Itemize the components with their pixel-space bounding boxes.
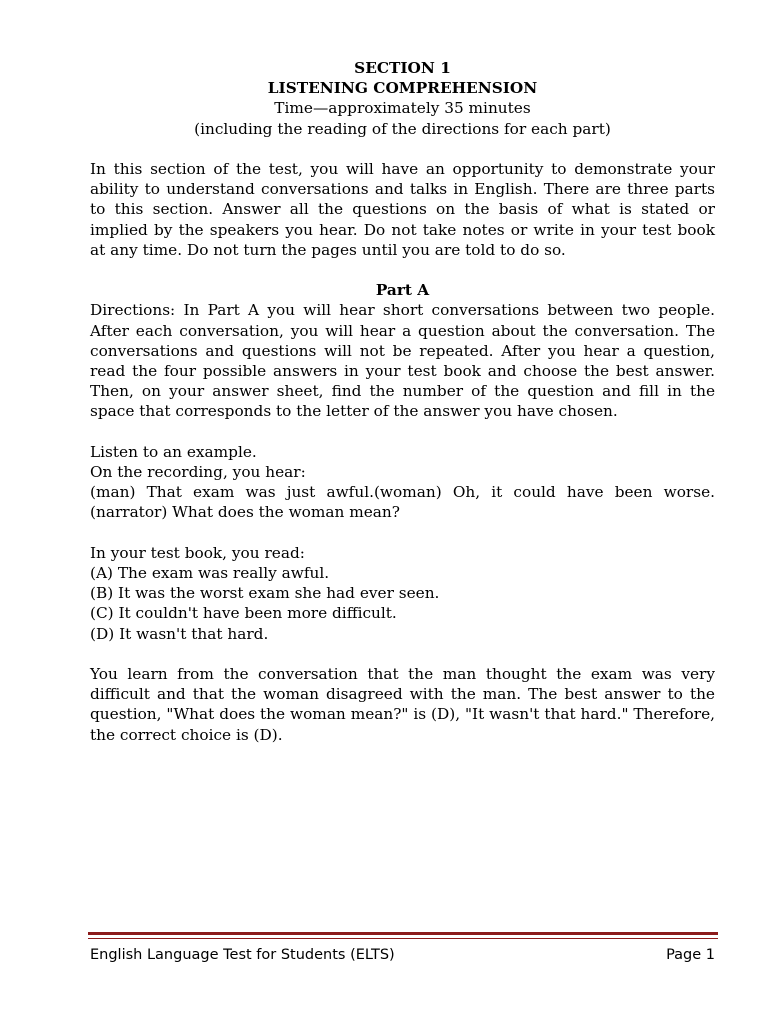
example-recording: (man) That exam was just awful.(woman) Oh, it could have been worse. (narrator) What does the woman mean?	[90, 483, 715, 522]
footer-rule-thick	[88, 932, 718, 935]
page-number: Page 1	[666, 947, 715, 963]
example-recording-intro: On the recording, you hear:	[90, 463, 306, 482]
part-a-directions: Directions: In Part A you will hear short conversations between two people. After each conversation, you will hear a question about the conversation. The conversations and questions will not be repeated. After you hear a question, read the four possible answers in your test book and choose the best answer. Then, on your answer sheet, find the number of the question and fill in the space that corresponds to the letter of the answer you have chosen.	[90, 301, 715, 421]
example-listen: Listen to an example.	[90, 442, 257, 461]
example-explanation: You learn from the conversation that the man thought the exam was very difficult and that the woman disagreed with the man. The best answer to the question, "What does the woman mean?" is (D), "It wasn't that hard." Therefore, the correct choice is (D).	[90, 665, 715, 744]
section-title: LISTENING COMPREHENSION	[267, 79, 538, 98]
time-note: (including the reading of the directions for each part)	[194, 119, 611, 138]
footer-title: English Language Test for Students (ELTS)	[90, 947, 395, 963]
intro-paragraph: In this section of the test, you will have an opportunity to demonstrate your ability to understand conversations and talks in English. There are three parts to this section. Answer all the questions on the basis of what is stated or implied by the speakers you hear. Do not take notes or write in your test book at any time. Do not turn the pages until you are told to do so.	[90, 160, 715, 259]
answer-option: (C) It couldn't have been more difficult.	[90, 604, 397, 623]
time-limit: Time—approximately 35 minutes	[274, 99, 531, 118]
part-a-heading: Part A	[375, 281, 430, 300]
answer-option: (D) It wasn't that hard.	[90, 624, 269, 643]
section-number: SECTION 1	[354, 59, 451, 77]
footer-rule-thin	[88, 938, 718, 939]
answer-option: (A) The exam was really awful.	[90, 564, 330, 583]
page-footer	[90, 945, 715, 965]
example-book-intro: In your test book, you read:	[90, 543, 305, 562]
document-page	[90, 58, 715, 745]
answer-option: (B) It was the worst exam she had ever seen.	[90, 584, 440, 603]
